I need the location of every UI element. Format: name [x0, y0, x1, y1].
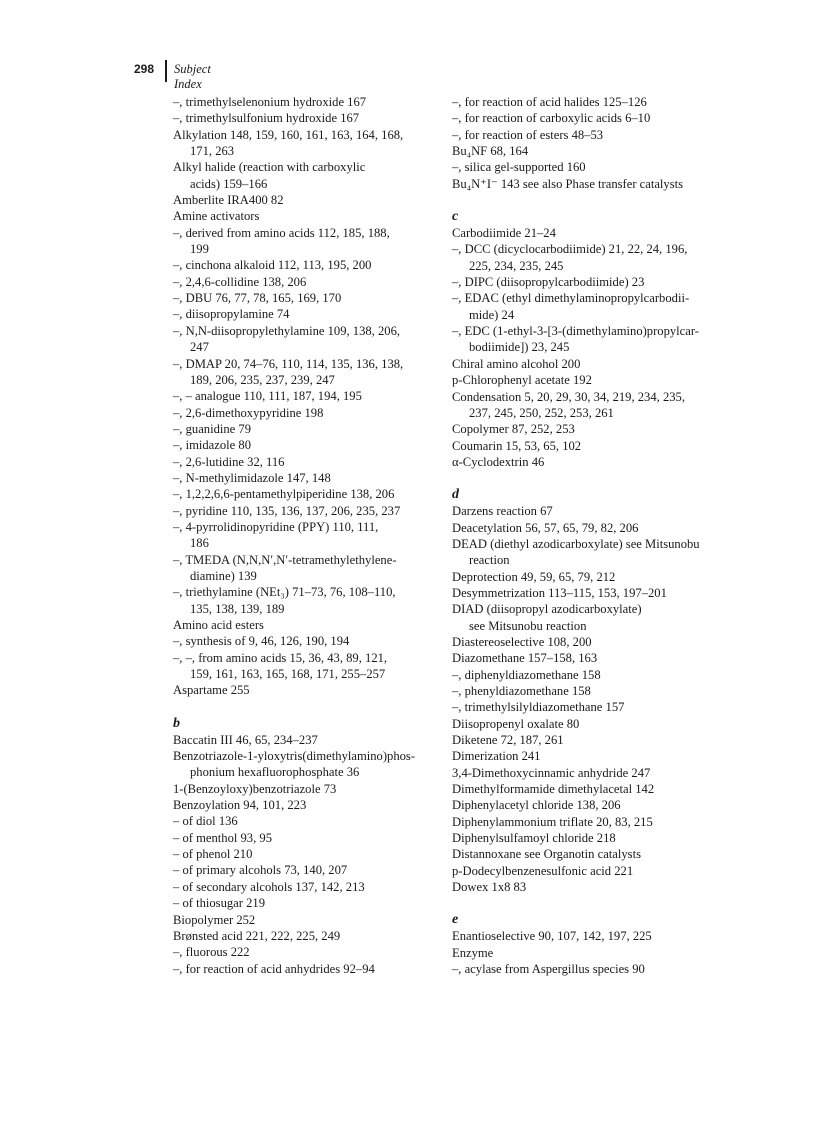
index-entry-line: DEAD (diethyl azodicarboxylate) see Mitsunobu	[452, 536, 700, 551]
index-entry	[173, 225, 443, 258]
index-entry-line: Alkylation 148, 159, 160, 161, 163, 164, 168,	[173, 127, 404, 142]
index-entry	[452, 748, 752, 764]
index-entry-line: 225, 234, 235, 245	[469, 258, 564, 273]
index-entry-line: Biopolymer 252	[173, 912, 256, 927]
index-entry-line: Aspartame 255	[173, 683, 250, 698]
index-entry	[173, 257, 443, 273]
index-entry-line: –, trimethylselenonium hydroxide 167	[173, 95, 367, 109]
index-entry	[173, 519, 443, 552]
index-entry-line: Bu₄N⁺I⁻ 143 see also Phase transfer catalysts	[452, 176, 684, 191]
index-entry-line: – of diol 136	[173, 814, 238, 829]
index-entry	[452, 520, 752, 536]
index-entry	[173, 732, 443, 748]
index-entry	[173, 552, 443, 585]
index-entry-line: –, for reaction of carboxylic acids 6–10	[452, 111, 651, 126]
index-entry	[173, 159, 443, 192]
index-entry	[173, 437, 443, 453]
index-entry	[452, 94, 752, 110]
index-entry-line: mide) 24	[469, 307, 515, 322]
index-entry-line: Diketene 72, 187, 261	[452, 733, 564, 748]
index-entry	[452, 159, 752, 175]
index-entry	[173, 503, 443, 519]
index-entry-line: Chiral amino alcohol 200	[452, 356, 581, 371]
index-entry-line: 199	[190, 242, 209, 257]
index-entry-line: –, EDC (1-ethyl-3-[3-(dimethylamino)propylcar-	[452, 324, 699, 339]
index-entry-line: 159, 161, 163, 165, 168, 171, 255–257	[190, 667, 386, 682]
index-entry-line: Brønsted acid 221, 222, 225, 249	[173, 928, 341, 943]
index-entry	[173, 486, 443, 502]
index-entry-line: – of primary alcohols 73, 140, 207	[173, 863, 348, 878]
index-entry-line: p-Chlorophenyl acetate 192	[452, 373, 592, 388]
index-entry-line: –, for reaction of acid anhydrides 92–94	[173, 961, 375, 976]
index-entry-line: Diazomethane 157–158, 163	[452, 651, 598, 666]
index-entry-line: –, guanidine 79	[173, 421, 251, 436]
index-entry	[452, 143, 752, 159]
index-entry-line: –, derived from amino acids 112, 185, 188,	[173, 225, 390, 240]
index-entry	[173, 895, 443, 911]
index-entry	[452, 323, 752, 356]
index-entry	[173, 274, 443, 290]
index-entry	[173, 682, 443, 698]
index-entry	[452, 650, 752, 666]
index-entry-line: –, DBU 76, 77, 78, 165, 169, 170	[173, 291, 342, 306]
index-entry-line: Condensation 5, 20, 29, 30, 34, 219, 234, 235,	[452, 389, 685, 404]
index-entry	[173, 421, 443, 437]
index-entry-line: 247	[190, 340, 209, 355]
index-entry-line: –, N,N-diisopropylethylamine 109, 138, 206,	[173, 323, 401, 338]
index-entry	[452, 438, 752, 454]
index-entry-line: p-Dodecylbenzenesulfonic acid 221	[452, 863, 634, 878]
index-entry-line: Copolymer 87, 252, 253	[452, 422, 575, 437]
index-entry-line: 186	[190, 536, 209, 551]
index-entry-line: Dimethylformamide dimethylacetal 142	[452, 782, 655, 797]
index-entry	[452, 601, 752, 634]
index-entry	[452, 372, 752, 388]
index-entry-line: –, pyridine 110, 135, 136, 137, 206, 235, 237	[173, 503, 401, 518]
index-entry	[173, 961, 443, 977]
index-entry-line: –, 2,6-dimethoxypyridine 198	[173, 405, 324, 420]
index-entry	[452, 879, 752, 895]
index-entry-line: DIAD (diisopropyl azodicarboxylate)	[452, 602, 642, 617]
section-letter: d	[452, 487, 459, 503]
index-entry-line: –, –, from amino acids 15, 36, 43, 89, 121,	[173, 650, 388, 665]
index-entry-line: Amine activators	[173, 209, 260, 224]
index-entry-line: 171, 263	[190, 144, 235, 159]
index-entry	[452, 765, 752, 781]
index-entry	[452, 225, 752, 241]
index-entry	[173, 94, 443, 110]
index-entry-line: Diphenylacetyl chloride 138, 206	[452, 798, 621, 813]
index-entry	[173, 454, 443, 470]
running-title: Subject Index	[174, 62, 211, 91]
index-entry-line: 237, 245, 250, 252, 253, 261	[469, 405, 614, 420]
index-entry	[452, 110, 752, 126]
index-entry	[452, 830, 752, 846]
index-entry-line: Desymmetrization 113–115, 153, 197–201	[452, 585, 667, 600]
index-entry-line: – of thiosugar 219	[173, 896, 265, 911]
index-entry	[452, 667, 752, 683]
index-entry	[173, 388, 443, 404]
index-entry-line: –, triethylamine (NEt₃) 71–73, 76, 108–110,	[173, 585, 396, 600]
index-entry-line: 1-(Benzoyloxy)benzotriazole 73	[173, 781, 337, 796]
index-entry	[173, 323, 443, 356]
index-entry	[173, 192, 443, 208]
index-entry-line: –, EDAC (ethyl dimethylaminopropylcarbodii-	[452, 291, 690, 306]
index-entry-line: – of phenol 210	[173, 847, 253, 862]
index-entry	[452, 699, 752, 715]
index-entry	[173, 846, 443, 862]
index-entry-line: –, diisopropylamine 74	[173, 307, 290, 322]
index-entry	[173, 650, 443, 683]
index-entry	[452, 634, 752, 650]
index-entry-line: –, N-methylimidazole 147, 148	[173, 470, 331, 485]
index-entry	[173, 290, 443, 306]
index-entry	[452, 732, 752, 748]
index-entry	[452, 945, 752, 961]
index-entry-line: acids) 159–166	[190, 176, 268, 191]
index-entry	[173, 617, 443, 633]
index-entry-line: –, – analogue 110, 111, 187, 194, 195	[173, 389, 362, 404]
section-letter: c	[452, 209, 459, 225]
index-entry-line: 3,4-Dimethoxycinnamic anhydride 247	[452, 765, 651, 780]
index-entry	[173, 813, 443, 829]
index-entry-line: Diphenylsulfamoyl chloride 218	[452, 831, 616, 846]
index-entry-line: –, for reaction of esters 48–53	[452, 127, 604, 142]
index-entry-line: –, trimethylsilyldiazomethane 157	[452, 700, 625, 715]
index-entry	[173, 830, 443, 846]
index-entry-line: –, 4-pyrrolidinopyridine (PPY) 110, 111,	[173, 519, 379, 534]
index-entry	[452, 797, 752, 813]
index-entry	[173, 584, 443, 617]
index-entry-line: –, fluorous 222	[173, 945, 250, 960]
index-entry	[173, 912, 443, 928]
index-entry-line: Benzotriazole-1-yloxytris(dimethylamino)phos-	[173, 749, 416, 764]
index-entry	[452, 928, 752, 944]
index-entry	[452, 863, 752, 879]
index-entry-line: –, phenyldiazomethane 158	[452, 684, 591, 698]
index-entry-line: reaction	[469, 553, 510, 568]
index-entry	[173, 208, 443, 224]
index-entry-line: α-Cyclodextrin 46	[452, 454, 545, 469]
index-entry	[173, 633, 443, 649]
index-entry-line: –, diphenyldiazomethane 158	[452, 667, 601, 682]
index-entry	[452, 389, 752, 422]
page-number: 298	[134, 62, 155, 76]
index-entry	[173, 797, 443, 813]
index-entry-line: –, DCC (dicyclocarbodiimide) 21, 22, 24, 196,	[452, 242, 688, 257]
index-entry-line: bodiimide]) 23, 245	[469, 340, 570, 355]
index-entry	[452, 683, 752, 699]
index-entry	[452, 241, 752, 274]
index-column-right	[452, 94, 752, 978]
index-entry-line: –, cinchona alkaloid 112, 113, 195, 200	[173, 258, 372, 273]
index-entry-line: Dowex 1x8 83	[452, 880, 527, 895]
index-entry	[452, 421, 752, 437]
index-entry	[452, 961, 752, 977]
index-entry	[173, 110, 443, 126]
section-letter: b	[173, 715, 180, 731]
index-entry	[173, 862, 443, 878]
index-entry-line: –, synthesis of 9, 46, 126, 190, 194	[173, 634, 350, 649]
index-entry	[452, 503, 752, 519]
index-entry	[173, 928, 443, 944]
index-entry-line: phonium hexafluorophosphate 36	[190, 765, 360, 780]
index-entry-line: 189, 206, 235, 237, 239, 247	[190, 372, 335, 387]
index-entry-line: –, for reaction of acid halides 125–126	[452, 95, 647, 109]
index-entry-line: – of secondary alcohols 137, 142, 213	[173, 879, 365, 894]
index-entry	[452, 846, 752, 862]
index-entry	[452, 274, 752, 290]
index-entry-line: –, DIPC (diisopropylcarbodiimide) 23	[452, 275, 645, 290]
index-entry	[452, 814, 752, 830]
index-entry	[452, 176, 752, 192]
index-entry-line: Diastereoselective 108, 200	[452, 634, 592, 649]
index-entry-line: Diisopropenyl oxalate 80	[452, 716, 580, 731]
index-entry-line: Distannoxane see Organotin catalysts	[452, 847, 641, 862]
index-entry-line: –, silica gel-supported 160	[452, 160, 586, 175]
index-entry	[452, 290, 752, 323]
section-letter: e	[452, 912, 459, 928]
index-entry	[452, 716, 752, 732]
index-entry-line: see Mitsunobu reaction	[469, 618, 587, 633]
index-entry-line: 135, 138, 139, 189	[190, 601, 285, 616]
index-entry-line: Enzyme	[452, 945, 494, 960]
index-entry-line: diamine) 139	[190, 568, 257, 583]
index-entry-line: Diphenylammonium triflate 20, 83, 215	[452, 814, 653, 829]
index-entry-line: –, 2,6-lutidine 32, 116	[173, 454, 285, 469]
index-entry-line: Deprotection 49, 59, 65, 79, 212	[452, 569, 616, 584]
index-entry-line: –, DMAP 20, 74–76, 110, 114, 135, 136, 138,	[173, 356, 404, 371]
index-entry	[452, 356, 752, 372]
index-entry-line: – of menthol 93, 95	[173, 830, 272, 845]
index-entry	[173, 127, 443, 160]
index-entry-line: –, 1,2,2,6,6-pentamethylpiperidine 138, 206	[173, 487, 395, 502]
index-entry-line: Enantioselective 90, 107, 142, 197, 225	[452, 929, 652, 944]
index-entry	[173, 944, 443, 960]
index-entry	[452, 127, 752, 143]
index-entry	[173, 306, 443, 322]
index-entry-line: Coumarin 15, 53, 65, 102	[452, 438, 582, 453]
index-entry-line: Deacetylation 56, 57, 65, 79, 82, 206	[452, 520, 639, 535]
index-entry-line: –, imidazole 80	[173, 438, 251, 453]
index-entry	[452, 569, 752, 585]
index-entry	[173, 356, 443, 389]
index-entry	[452, 781, 752, 797]
index-entry	[173, 405, 443, 421]
index-entry-line: –, acylase from Aspergillus species 90	[452, 962, 645, 977]
index-entry-line: Baccatin III 46, 65, 234–237	[173, 732, 318, 747]
index-entry	[452, 454, 752, 470]
index-entry-line: Darzens reaction 67	[452, 504, 553, 519]
index-entry-line: –, trimethylsulfonium hydroxide 167	[173, 111, 360, 126]
index-entry-line: Bu₄NF 68, 164	[452, 144, 529, 159]
index-entry	[173, 879, 443, 895]
index-entry-line: Alkyl halide (reaction with carboxylic	[173, 160, 366, 175]
index-entry	[173, 748, 443, 781]
index-entry	[173, 781, 443, 797]
index-entry-line: Benzoylation 94, 101, 223	[173, 798, 307, 813]
index-entry-line: –, 2,4,6-collidine 138, 206	[173, 274, 307, 289]
index-entry	[452, 536, 752, 569]
index-entry-line: Amino acid esters	[173, 618, 264, 632]
header-divider	[165, 60, 167, 82]
index-entry-line: Amberlite IRA400 82	[173, 193, 284, 208]
index-entry	[173, 470, 443, 486]
index-entry-line: –, TMEDA (N,N,N′,N′-tetramethylethylene-	[173, 552, 397, 567]
index-entry-line: Dimerization 241	[452, 749, 541, 764]
index-entry-line: Carbodiimide 21–24	[452, 226, 556, 241]
index-column-left	[173, 94, 443, 977]
index-entry	[452, 585, 752, 601]
